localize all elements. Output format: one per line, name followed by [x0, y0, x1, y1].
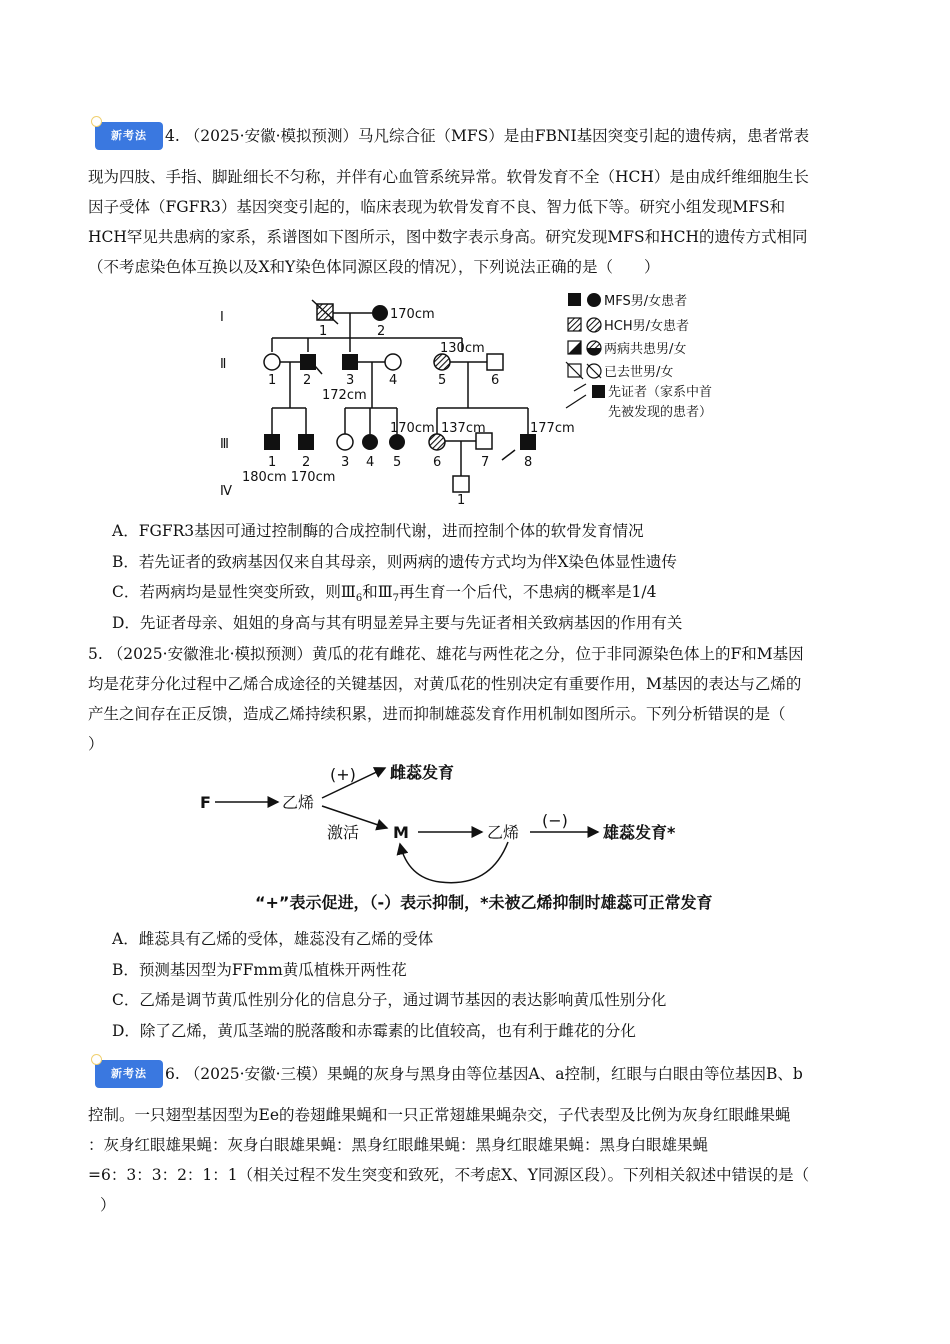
legend-proband-2: 先被发现的患者） — [608, 405, 713, 420]
ethylene-label: 乙烯 — [282, 793, 315, 812]
q6-line-3: ：灰身红眼雄果蝇：灰身白眼雄果蝇：黑身红眼雌果蝇：黑身红眼雄果蝇：黑身白眼雄果蝇 — [88, 1136, 709, 1154]
gen-label-4: Ⅳ — [220, 484, 232, 499]
q4-option-a: A．FGFR3基因可通过控制酶的合成控制代谢，进而控制个体的软骨发育情况 — [112, 522, 644, 540]
q4-option-b: B．若先证者的致病基因仅来自其母亲，则两病的遗传方式均为伴X染色体显性遗传 — [112, 553, 677, 571]
pedigree-chart — [200, 290, 760, 505]
q6-line-4: =6：3：3：2：1：1（相关过程不发生突变和致死，不考虑X、Y同源区段）。下列相关叙述中错误的是（ — [88, 1166, 810, 1184]
q6-line-5: ） — [100, 1196, 116, 1214]
q5-option-d: D．除了乙烯，黄瓜茎端的脱落酸和赤霉素的比值较高，也有利于雌花的分化 — [112, 1022, 636, 1040]
svg-text:1: 1 — [457, 493, 466, 505]
activate-label: 激活 — [327, 823, 360, 842]
ethylene-mechanism-diagram — [190, 758, 770, 918]
gen-label-2: Ⅱ — [220, 357, 227, 372]
male-development-label: 雄蕊发育* — [603, 823, 676, 842]
height-label: 170cm — [390, 307, 435, 322]
svg-text:1: 1 — [319, 324, 328, 339]
diagram-caption: “+”表示促进，（-）表示抑制，*未被乙烯抑制时雄蕊可正常发育 — [255, 893, 713, 912]
legend-mfs: MFS男/女患者 — [604, 294, 688, 309]
svg-text:7: 7 — [481, 455, 490, 470]
height-label: 177cm — [530, 421, 575, 436]
gen-label-3: Ⅲ — [220, 437, 229, 452]
svg-text:1: 1 — [268, 373, 277, 388]
gene-m-label: M — [393, 823, 409, 842]
q6-line-2: 控制。一只翅型基因型为Ee的卷翅雌果蝇和一只正常翅雄果蝇杂交，子代表型及比例为灰身红眼雌果蝇 — [88, 1106, 791, 1124]
q5-option-a: A．雌蕊具有乙烯的受体，雄蕊没有乙烯的受体 — [112, 930, 434, 948]
q4-option-d: D．先证者母亲、姐姐的身高与其有明显差异主要与先证者相关致病基因的作用有关 — [112, 614, 683, 632]
svg-text:8: 8 — [524, 455, 533, 470]
q5-line-4: ） — [88, 735, 104, 753]
svg-text:5: 5 — [393, 455, 402, 470]
q4-line-2: 现为四肢、手指、脚趾细长不匀称，并伴有心血管系统异常。软骨发育不全（HCH）是由成纤维细胞生长 — [88, 168, 809, 186]
q4-line-1: 4. （2025·安徽·模拟预测）马凡综合征（MFS）是由FBNI基因突变引起的遗传病，患者常表 — [165, 127, 810, 145]
svg-text:2: 2 — [303, 373, 312, 388]
legend-deceased: 已去世男/女 — [604, 365, 674, 380]
q4-line-3: 因子受体（FGFR3）基因突变引起的，临床表现为软骨发育不良、智力低下等。研究小组发现MFS和 — [88, 198, 786, 216]
legend-proband-1: 先证者（家系中首 — [608, 385, 713, 400]
svg-text:2: 2 — [302, 455, 311, 470]
q4-line-4: HCH罕见共患病的家系，系谱图如下图所示，图中数字表示身高。研究发现MFS和HCH的遗传方式相同 — [88, 228, 808, 246]
svg-text:4: 4 — [389, 373, 398, 388]
svg-text:1: 1 — [268, 455, 277, 470]
gene-f-label: F — [200, 793, 211, 812]
q5-line-2: 均是花芽分化过程中乙烯合成途径的关键基因，对黄瓜花的性别决定有重要作用，M基因的表达与乙烯的 — [88, 675, 802, 693]
q5-line-3: 产生之间存在正反馈，造成乙烯持续积累，进而抑制雄蕊发育作用机制如图所示。下列分析错误的是（ — [88, 705, 786, 723]
new-method-badge: 新考法 — [95, 122, 163, 150]
height-label: 137cm — [441, 421, 486, 436]
ethylene-label: 乙烯 — [487, 823, 520, 842]
q5-option-b: B．预测基因型为FFmm黄瓜植株开两性花 — [112, 961, 407, 979]
height-label: 170cm — [390, 421, 435, 436]
svg-text:5: 5 — [438, 373, 447, 388]
height-label: 180cm 170cm — [242, 470, 336, 485]
svg-text:6: 6 — [491, 373, 500, 388]
svg-text:3: 3 — [341, 455, 350, 470]
height-label: 130cm — [440, 341, 485, 356]
new-method-badge: 新考法 — [95, 1060, 163, 1088]
q6-line-1: 6. （2025·安徽·三模）果蝇的灰身与黑身由等位基因A、a控制，红眼与白眼由等位基因B、b — [165, 1065, 803, 1083]
gen-label-1: Ⅰ — [220, 310, 224, 325]
plus-label: (+) — [330, 765, 356, 784]
svg-text:6: 6 — [433, 455, 442, 470]
height-label: 172cm — [322, 388, 367, 403]
svg-text:4: 4 — [366, 455, 375, 470]
q4-line-5: （不考虑染色体互换以及X和Y染色体同源区段的情况），下列说法正确的是（ ） — [88, 258, 660, 276]
svg-text:2: 2 — [377, 324, 386, 339]
q5-option-c: C．乙烯是调节黄瓜性别分化的信息分子，通过调节基因的表达影响黄瓜性别分化 — [112, 991, 667, 1009]
q4-option-c: C．若两病均是显性突变所致，则$Ⅲ_6$和$Ⅲ_7$再生育一个后代，不患病的概率是1/4 — [112, 583, 657, 605]
legend-hch: HCH男/女患者 — [604, 319, 690, 334]
q5-line-1: 5. （2025·安徽淮北·模拟预测）黄瓜的花有雌花、雄花与两性花之分，位于非同源染色体上的F和M基因 — [88, 645, 804, 663]
female-development-label: 雌蕊发育 — [390, 763, 455, 782]
svg-text:3: 3 — [346, 373, 355, 388]
legend-both: 两病共患男/女 — [604, 342, 687, 357]
minus-label: (−) — [542, 811, 568, 830]
